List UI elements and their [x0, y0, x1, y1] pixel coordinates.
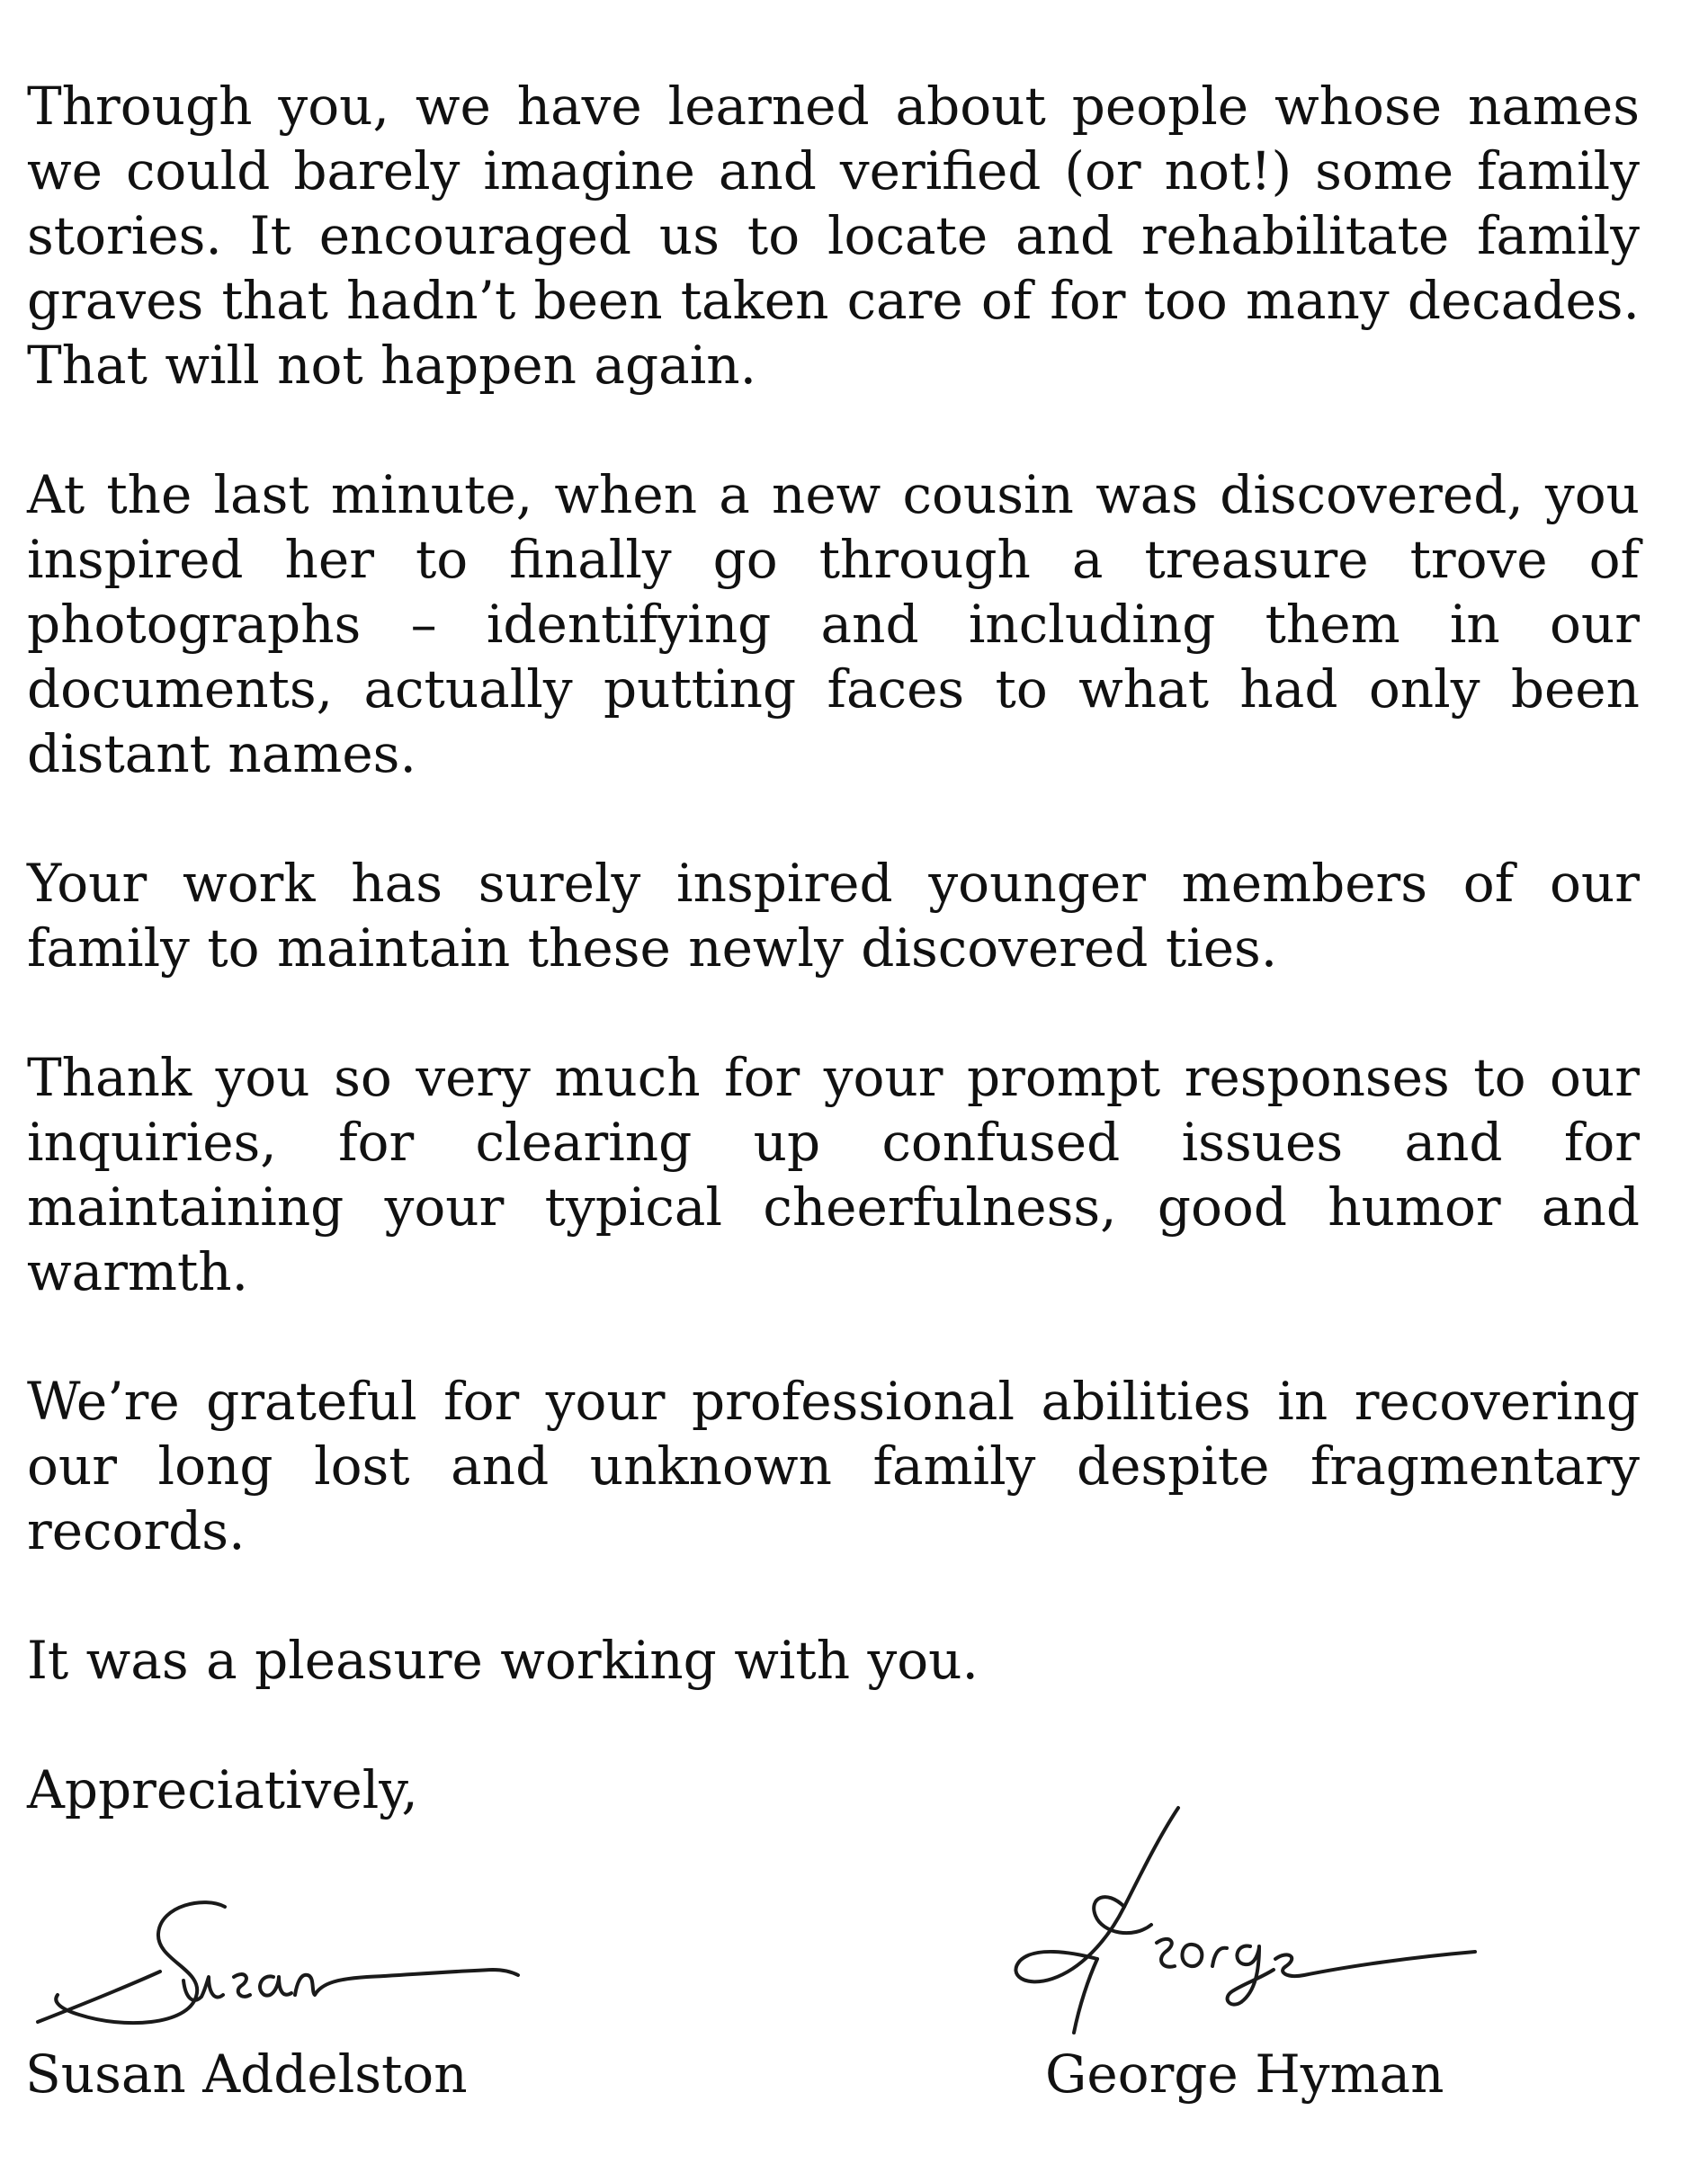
handwritten-signature-george [989, 1799, 1493, 2051]
handwritten-signature-susan [25, 1871, 529, 2051]
paragraph-cousin-photographs: At the last minute, when a new cousin was discovered, you inspired her to finally go through a treasure trove of photographs – identifying and including them in our documents, actually putting faces to what had only been distant names. [27, 464, 1640, 784]
paragraph-younger-members: Your work has surely inspired younger members of our family to maintain these newly discovered ties. [27, 853, 1640, 979]
paragraph-research: Through you, we have learned about people whose names we could barely imagine and verified (or not!) some family stories. It encouraged us to locate and rehabilitate family graves that hadn’t been taken care of for too many decades. That will not happen again. [27, 76, 1640, 396]
signature-block-susan [25, 1871, 565, 2141]
paragraph-grateful: We’re grateful for your professional abilities in recovering our long lost and unknown family despite fragmentary records. [27, 1371, 1640, 1561]
printed-name-susan: Susan Addelston [25, 2043, 468, 2105]
signature-block-george [989, 1871, 1529, 2141]
closing-salutation: Appreciatively, [27, 1759, 418, 1820]
paragraph-thank-you: Thank you so very much for your prompt responses to our inquiries, for clearing up confused issues and for maintaining your typical cheerfulness, good humor and warmth. [27, 1047, 1640, 1302]
paragraph-pleasure: It was a pleasure working with you. [27, 1630, 979, 1691]
letter-body [27, 74, 1640, 1887]
printed-name-george: George Hyman [1045, 2043, 1444, 2105]
